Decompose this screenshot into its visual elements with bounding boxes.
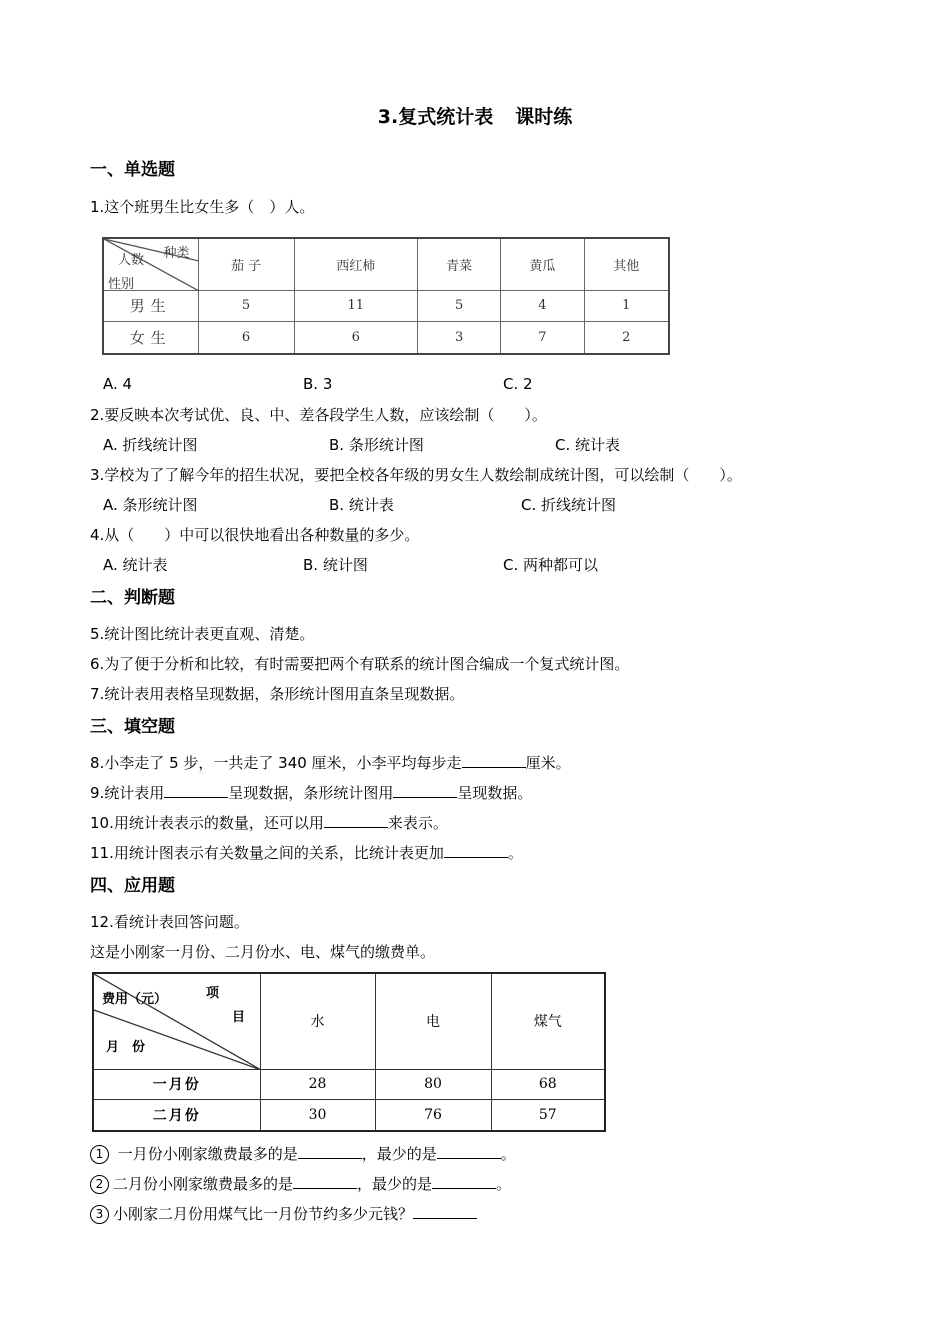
question-2: 2.要反映本次考试优、良、中、差各段学生人数，应该绘制（ ）。: [90, 406, 547, 424]
sub2-text-c: 。: [496, 1175, 512, 1193]
answer-blank[interactable]: [164, 784, 228, 798]
column-header: 西红柿: [294, 238, 417, 290]
table-cell: 2: [584, 322, 669, 354]
q4-option-b[interactable]: B. 统计图: [303, 556, 368, 574]
table-cell: 1: [584, 290, 669, 322]
table-cell: 68: [491, 1069, 605, 1100]
q10-text-b: 来表示。: [387, 814, 448, 832]
table-cell: 5: [198, 290, 294, 322]
q3-option-a[interactable]: A. 条形统计图: [103, 496, 198, 514]
corner-label-category: 种类: [163, 246, 190, 261]
question-1: 1.这个班男生比女生多（ ）人。: [90, 198, 315, 216]
sub2-text-a: 二月份小刚家缴费最多的是: [113, 1175, 294, 1193]
section-heading-application: 四、应用题: [90, 876, 175, 896]
answer-blank[interactable]: [393, 784, 457, 798]
answer-blank[interactable]: [432, 1175, 496, 1189]
answer-blank[interactable]: [413, 1205, 477, 1219]
q1-option-b[interactable]: B. 3: [303, 375, 333, 393]
utility-fees-table: [92, 972, 606, 1132]
boys-girls-vegetable-table: [102, 237, 670, 355]
question-8: [90, 752, 571, 773]
corner-label-month: 月 份: [106, 1040, 146, 1055]
q9-text-b: 呈现数据，条形统计图用: [228, 784, 394, 802]
table-row: [93, 1069, 605, 1100]
q4-option-c[interactable]: C. 两种都可以: [503, 556, 599, 574]
section-heading-fill-blank: 三、填空题: [90, 717, 175, 737]
question-5: 5.统计图比统计表更直观、清楚。: [90, 625, 315, 643]
column-header: 黄瓜: [501, 238, 584, 290]
question-3: 3.学校为了了解今年的招生状况，要把全校各年级的男女生人数绘制成统计图，可以绘制（ ）。: [90, 466, 742, 484]
q9-text-a: 9.统计表用: [90, 784, 165, 802]
title-sub: 课时练: [515, 106, 573, 128]
table-cell: 4: [501, 290, 584, 322]
q1-option-a[interactable]: A. 4: [103, 375, 133, 393]
sub-question-1: [90, 1143, 516, 1164]
table-cell: 76: [375, 1100, 491, 1131]
q3-option-c[interactable]: C. 折线统计图: [521, 496, 617, 514]
corner-label-item-1: 项: [206, 986, 220, 1001]
question-4: 4.从（ ）中可以很快地看出各种数量的多少。: [90, 526, 420, 544]
q4-option-a[interactable]: A. 统计表: [103, 556, 168, 574]
q8-text-a: 8.小李走了 5 步，一共走了 340 厘米，小李平均每步走: [90, 754, 462, 772]
q2-option-b[interactable]: B. 条形统计图: [329, 436, 424, 454]
table-cell: 6: [198, 322, 294, 354]
answer-blank[interactable]: [444, 844, 508, 858]
column-header: 电: [375, 973, 491, 1069]
section-heading-true-false: 二、判断题: [90, 588, 175, 608]
question-6: 6.为了便于分析和比较，有时需要把两个有联系的统计图合编成一个复式统计图。: [90, 655, 630, 673]
table-cell: 6: [294, 322, 417, 354]
circled-number: 3: [90, 1205, 109, 1224]
table-cell: 7: [501, 322, 584, 354]
answer-blank[interactable]: [462, 754, 526, 768]
section-heading-single-choice: 一、单选题: [90, 160, 175, 180]
question-7: 7.统计表用表格呈现数据，条形统计图用直条呈现数据。: [90, 685, 465, 703]
table-cell: 30: [260, 1100, 375, 1131]
table-cell: 57: [491, 1100, 605, 1131]
sub2-text-b: ，最少的是: [357, 1175, 433, 1193]
q3-option-b[interactable]: B. 统计表: [329, 496, 394, 514]
q8-text-b: 厘米。: [525, 754, 571, 772]
question-12: 12.看统计表回答问题。: [90, 913, 249, 931]
circled-number: 1: [90, 1145, 109, 1164]
table-cell: 5: [417, 290, 500, 322]
table-corner-header: [103, 238, 198, 290]
row-label: 二月份: [93, 1100, 260, 1131]
question-10: [90, 812, 448, 833]
column-header: 水: [260, 973, 375, 1069]
answer-blank[interactable]: [293, 1175, 357, 1189]
row-label: 一月份: [93, 1069, 260, 1100]
answer-blank[interactable]: [324, 814, 388, 828]
table-row: [103, 322, 669, 354]
q9-text-c: 呈现数据。: [457, 784, 533, 802]
q2-option-a[interactable]: A. 折线统计图: [103, 436, 198, 454]
page-title: [0, 102, 950, 129]
q2-option-c[interactable]: C. 统计表: [555, 436, 621, 454]
q10-text-a: 10.用统计表表示的数量，还可以用: [90, 814, 324, 832]
sub1-text-b: ，最少的是: [361, 1145, 437, 1163]
table-cell: 3: [417, 322, 500, 354]
sub1-text-a: 一月份小刚家缴费最多的是: [113, 1145, 298, 1163]
column-header: 青菜: [417, 238, 500, 290]
column-header: 煤气: [491, 973, 605, 1069]
question-12-description: 这是小刚家一月份、二月份水、电、煤气的缴费单。: [90, 943, 436, 961]
corner-label-gender: 性别: [108, 277, 135, 292]
answer-blank[interactable]: [298, 1145, 362, 1159]
circled-number: 2: [90, 1175, 109, 1194]
table-row: [103, 290, 669, 322]
title-main: 3.复式统计表: [377, 106, 494, 128]
question-9: [90, 782, 532, 803]
column-header: 其他: [584, 238, 669, 290]
question-11: [90, 842, 523, 863]
corner-label-count: 人数: [118, 253, 145, 268]
row-label: 男生: [103, 290, 198, 322]
sub1-text-c: 。: [500, 1145, 516, 1163]
q11-text-a: 11.用统计图表示有关数量之间的关系，比统计表更加: [90, 844, 444, 862]
table-cell: 11: [294, 290, 417, 322]
sub-question-2: [90, 1173, 511, 1194]
q1-option-c[interactable]: C. 2: [503, 375, 533, 393]
table-row: [93, 1100, 605, 1131]
q11-text-b: 。: [507, 844, 523, 862]
table-corner-header: [93, 973, 260, 1069]
corner-label-item-2: 目: [232, 1010, 246, 1025]
column-header: 茄 子: [198, 238, 294, 290]
corner-label-fee: 费用（元）: [102, 992, 168, 1007]
sub-question-3: [90, 1203, 477, 1224]
answer-blank[interactable]: [437, 1145, 501, 1159]
sub3-text-a: 小刚家二月份用煤气比一月份节约多少元钱？: [113, 1205, 414, 1223]
row-label: 女生: [103, 322, 198, 354]
table-cell: 80: [375, 1069, 491, 1100]
table-cell: 28: [260, 1069, 375, 1100]
